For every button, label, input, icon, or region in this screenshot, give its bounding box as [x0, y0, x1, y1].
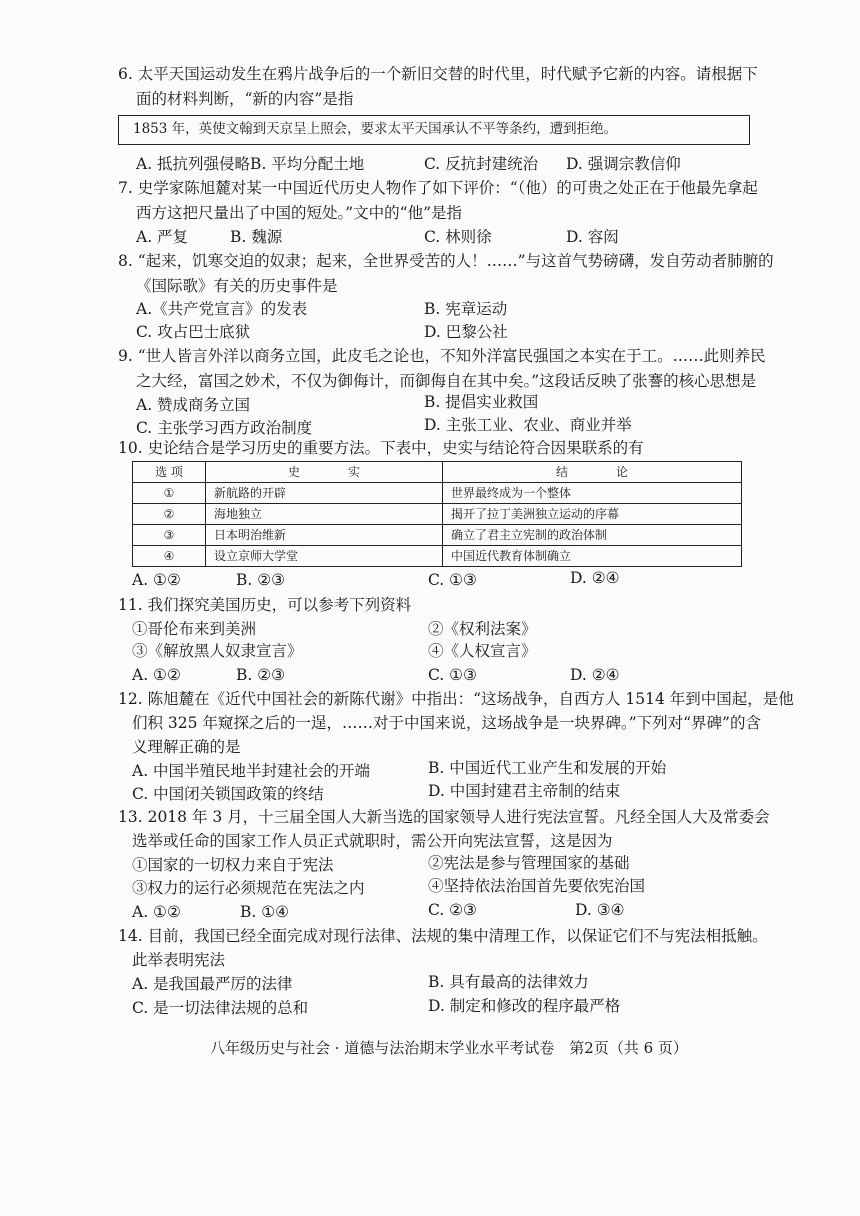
q13-option-b: B. ①④: [240, 903, 290, 921]
header-conclusion: 结 论: [443, 462, 742, 483]
row-number: ③: [133, 525, 206, 546]
q12-stem-line1: 12. 陈旭麓在《近代中国社会的新陈代谢》中指出：“这场战争，自西方人 1514 年到中国起，是他: [118, 690, 794, 708]
q9-stem-line2: 之大经，富国之妙术，不仅为御侮计，而御侮自在其中矣。”这段话反映了张謇的核心思想是: [136, 372, 757, 390]
table-row: [133, 504, 742, 525]
q12-stem-line2: 们积 325 年窥探之后的一逞，……对于中国来说，这场战争是一块界碑。”下列对“界碑”的含: [132, 714, 761, 732]
q10-option-d: D. ②④: [570, 569, 620, 587]
table-row: [133, 525, 742, 546]
q14-option-d: D. 制定和修改的程序最严格: [428, 997, 621, 1015]
q13-option-c: C. ②③: [428, 901, 477, 919]
q13-stem-line1: 13. 2018 年 3 月，十三届全国人大新当选的国家领导人进行宪法宣誓。凡经全国人大及常委会: [118, 808, 770, 826]
q13-item-4: ④坚持依法治国首先要依宪治国: [428, 877, 646, 895]
q12-option-a: A. 中国半殖民地半封建社会的开端: [132, 762, 371, 780]
q14-option-c: C. 是一切法律法规的总和: [132, 999, 309, 1017]
q8-option-c: C. 攻占巴士底狱: [136, 323, 251, 341]
q8-option-d: D. 巴黎公社: [424, 323, 508, 341]
q13-item-3: ③权力的运行必须规范在宪法之内: [132, 879, 365, 897]
row-conclusion: 揭开了拉丁美洲独立运动的序幕: [443, 504, 742, 525]
q12-option-d: D. 中国封建君主帝制的结束: [428, 782, 621, 800]
q13-option-a: A. ①②: [132, 903, 181, 921]
row-fact: 设立京师大学堂: [206, 546, 443, 567]
q10-fact-table: [132, 461, 742, 567]
q10-option-a: A. ①②: [132, 571, 181, 589]
q7-option-d: D. 容闳: [566, 228, 619, 246]
row-fact: 海地独立: [206, 504, 443, 525]
q12-stem-line3: 义理解正确的是: [132, 738, 241, 756]
q12-option-b: B. 中国近代工业产生和发展的开始: [428, 759, 667, 777]
q9-option-c: C. 主张学习西方政治制度: [136, 419, 313, 437]
q7-option-a: A. 严复: [136, 228, 189, 246]
row-number: ①: [133, 483, 206, 504]
q9-stem-line1: 9. “世人皆言外洋以商务立国，此皮毛之论也，不知外洋富民强国之本实在于工。……此则养民: [118, 347, 766, 365]
q6-stem-line2: 面的材料判断，“新的内容”是指: [136, 90, 354, 108]
q11-item-4: ④《人权宣言》: [428, 642, 537, 660]
q10-stem: 10. 史论结合是学习历史的重要方法。下表中，史实与结论符合因果联系的有: [118, 439, 644, 457]
row-number: ②: [133, 504, 206, 525]
q12-option-c: C. 中国闭关锁国政策的终结: [132, 785, 324, 803]
row-number: ④: [133, 546, 206, 567]
header-fact: 史 实: [206, 462, 443, 483]
q11-option-c: C. ①③: [428, 666, 477, 684]
q11-item-1: ①哥伦布来到美洲: [132, 620, 257, 638]
q6-material-box: 1853 年，英使文翰到天京呈上照会，要求太平天国承认不平等条约，遭到拒绝。: [118, 115, 750, 145]
q13-stem-line2: 选举或任命的国家工作人员正式就职时，需公开向宪法宣誓，这是因为: [132, 832, 613, 850]
q13-item-1: ①国家的一切权力来自于宪法: [132, 856, 334, 874]
q14-option-b: B. 具有最高的法律效力: [428, 973, 589, 991]
table-row: [133, 546, 742, 567]
q11-option-d: D. ②④: [570, 666, 620, 684]
row-conclusion: 确立了君主立宪制的政治体制: [443, 525, 742, 546]
q9-option-a: A. 赞成商务立国: [136, 396, 251, 414]
q7-stem-line2: 西方这把尺量出了中国的短处。”文中的“他”是指: [136, 204, 463, 222]
q7-stem-line1: 7. 史学家陈旭麓对某一中国近代历史人物作了如下评价：“（他）的可贵之处正在于他最先拿起: [118, 179, 758, 197]
row-fact: 新航路的开辟: [206, 483, 443, 504]
row-conclusion: 中国近代教育体制确立: [443, 546, 742, 567]
page-footer: 八年级历史与社会 · 道德与法治期末学业水平考试卷 第2页（共 6 页）: [210, 1039, 688, 1057]
q14-stem-line1: 14. 目前，我国已经全面完成对现行法律、法规的集中清理工作，以保证它们不与宪法相抵触。: [118, 927, 768, 945]
q6-option-ab: A. 抵抗列强侵略B. 平均分配土地: [136, 155, 365, 173]
q11-option-b: B. ②③: [236, 666, 286, 684]
q13-item-2: ②宪法是参与管理国家的基础: [428, 854, 630, 872]
table-header-row: [133, 462, 742, 483]
q9-option-d: D. 主张工业、农业、商业并举: [424, 416, 632, 434]
q7-option-c: C. 林则徐: [424, 228, 492, 246]
q9-option-b: B. 提倡实业救国: [424, 393, 539, 411]
q13-option-d: D. ③④: [575, 901, 625, 919]
q6-option-c: C. 反抗封建统治: [424, 155, 539, 173]
q14-stem-line2: 此举表明宪法: [132, 951, 226, 969]
row-fact: 日本明治维新: [206, 525, 443, 546]
q6-option-d: D. 强调宗教信仰: [566, 155, 681, 173]
row-conclusion: 世界最终成为一个整体: [443, 483, 742, 504]
q8-stem-line2: 《国际歌》有关的历史事件是: [136, 277, 338, 295]
q11-item-3: ③《解放黑人奴隶宣言》: [132, 642, 303, 660]
q10-option-c: C. ①③: [428, 571, 477, 589]
q6-stem-line1: 6. 太平天国运动发生在鸦片战争后的一个新旧交替的时代里，时代赋予它新的内容。请根据下: [118, 65, 758, 83]
q14-option-a: A. 是我国最严厉的法律: [132, 975, 293, 993]
q8-option-a: A.《共产党宣言》的发表: [136, 300, 308, 318]
q11-item-2: ②《权利法案》: [428, 620, 537, 638]
q8-option-b: B. 宪章运动: [424, 300, 508, 318]
q8-stem-line1: 8. “起来，饥寒交迫的奴隶；起来，全世界受苦的人！……”与这首气势磅礴，发自劳动者肺腑的: [118, 252, 774, 270]
header-option: 选 项: [133, 462, 206, 483]
q10-option-b: B. ②③: [236, 571, 286, 589]
q11-stem: 11. 我们探究美国历史，可以参考下列资料: [118, 596, 412, 614]
q7-option-b: B. 魏源: [230, 228, 283, 246]
q11-option-a: A. ①②: [132, 666, 181, 684]
table-row: [133, 483, 742, 504]
